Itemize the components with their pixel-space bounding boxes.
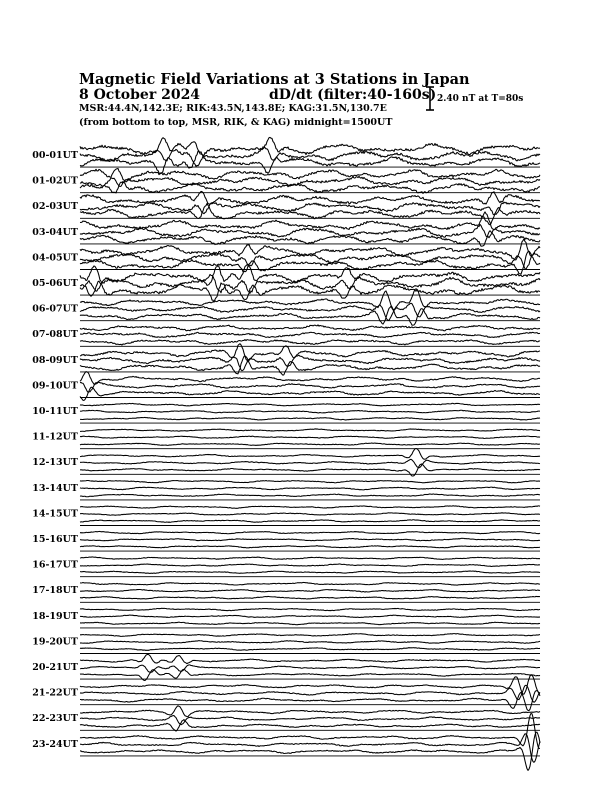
trace-kag bbox=[80, 675, 540, 695]
trace-rik bbox=[80, 487, 540, 490]
trace-rik bbox=[80, 589, 540, 592]
trace-msr bbox=[80, 340, 540, 346]
trace-rik bbox=[80, 332, 540, 337]
trace-kag bbox=[80, 449, 540, 460]
trace-kag bbox=[80, 608, 540, 610]
trace-msr bbox=[80, 622, 540, 625]
hour-label: 22-23UT bbox=[32, 713, 78, 725]
trace-msr bbox=[80, 417, 540, 420]
trace-msr bbox=[80, 281, 540, 302]
hour-label: 16-17UT bbox=[32, 559, 78, 571]
hour-label: 11-12UT bbox=[32, 431, 78, 443]
trace-msr bbox=[80, 520, 540, 523]
hour-label: 15-16UT bbox=[32, 534, 78, 545]
hour-label: 02-03UT bbox=[32, 201, 78, 213]
hour-label: 04-05UT bbox=[32, 252, 78, 264]
trace-kag bbox=[80, 506, 540, 509]
trace-kag bbox=[80, 168, 540, 181]
trace-msr bbox=[80, 387, 540, 400]
hour-label: 19-20UT bbox=[32, 636, 78, 648]
trace-rik bbox=[80, 615, 540, 617]
hour-label: 23-24UT bbox=[32, 738, 78, 750]
trace-msr bbox=[80, 596, 540, 599]
trace-rik bbox=[80, 538, 540, 540]
trace-kag bbox=[80, 582, 540, 585]
trace-rik bbox=[80, 564, 540, 567]
hour-label: 21-22UT bbox=[32, 687, 78, 699]
hour-label: 08-09UT bbox=[32, 354, 78, 366]
trace-kag bbox=[80, 372, 540, 385]
trace-kag bbox=[80, 403, 540, 406]
trace-rik bbox=[80, 513, 540, 515]
trace-kag bbox=[80, 531, 540, 533]
trace-msr bbox=[80, 571, 540, 574]
trace-kag bbox=[80, 480, 540, 482]
trace-msr bbox=[80, 546, 540, 548]
hour-label: 07-08UT bbox=[32, 329, 78, 341]
trace-rik bbox=[80, 665, 540, 672]
hour-label: 20-21UT bbox=[32, 662, 78, 673]
hour-label: 00-01UT bbox=[32, 150, 78, 161]
hour-label: 14-15UT bbox=[32, 508, 78, 520]
trace-kag bbox=[80, 706, 540, 717]
trace-kag bbox=[80, 634, 540, 637]
trace-rik bbox=[80, 459, 540, 468]
hour-label: 10-11UT bbox=[32, 406, 78, 417]
hour-label: 09-10UT bbox=[32, 380, 78, 392]
trace-rik bbox=[80, 641, 540, 644]
trace-msr bbox=[80, 720, 540, 731]
trace-msr bbox=[80, 443, 540, 446]
trace-rik bbox=[80, 436, 540, 438]
station-coordinates: MSR:44.4N,142.3E; RIK:43.5N,143.8E; KAG:31.5N,130.7E bbox=[79, 103, 387, 114]
hour-label: 18-19UT bbox=[32, 610, 78, 622]
chart-quantity: dD/dt (filter:40-160s) bbox=[269, 87, 437, 103]
trace-kag bbox=[80, 239, 540, 260]
trace-kag bbox=[80, 654, 540, 663]
trace-rik bbox=[80, 274, 540, 293]
trace-kag bbox=[80, 429, 540, 432]
trace-msr bbox=[80, 494, 540, 497]
trace-rik bbox=[80, 716, 540, 725]
trace-rik bbox=[80, 176, 540, 186]
trace-rik bbox=[80, 355, 540, 370]
hour-label: 01-02UT bbox=[32, 175, 78, 187]
trace-kag bbox=[80, 325, 540, 331]
scale-label: 2.40 nT at T=80s bbox=[437, 94, 524, 104]
trace-kag bbox=[80, 137, 540, 155]
trace-rik bbox=[80, 410, 540, 413]
chart-date: 8 October 2024 bbox=[79, 87, 201, 103]
trace-rik bbox=[80, 382, 540, 392]
chart-title: Magnetic Field Variations at 3 Stations in Japan bbox=[79, 71, 470, 88]
hour-label: 05-06UT bbox=[32, 278, 78, 289]
trace-msr bbox=[80, 204, 540, 225]
hour-label: 12-13UT bbox=[32, 457, 78, 469]
trace-msr bbox=[80, 181, 540, 193]
trace-order-note: (from bottom to top, MSR, RIK, & KAG) midnight=1500UT bbox=[79, 117, 393, 128]
trace-kag bbox=[80, 191, 540, 204]
trace-kag bbox=[80, 557, 540, 560]
trace-msr bbox=[80, 648, 540, 651]
hour-label: 17-18UT bbox=[32, 585, 78, 597]
hour-label: 06-07UT bbox=[32, 303, 78, 315]
hour-label: 03-04UT bbox=[32, 226, 78, 238]
hour-label: 13-14UT bbox=[32, 482, 78, 494]
